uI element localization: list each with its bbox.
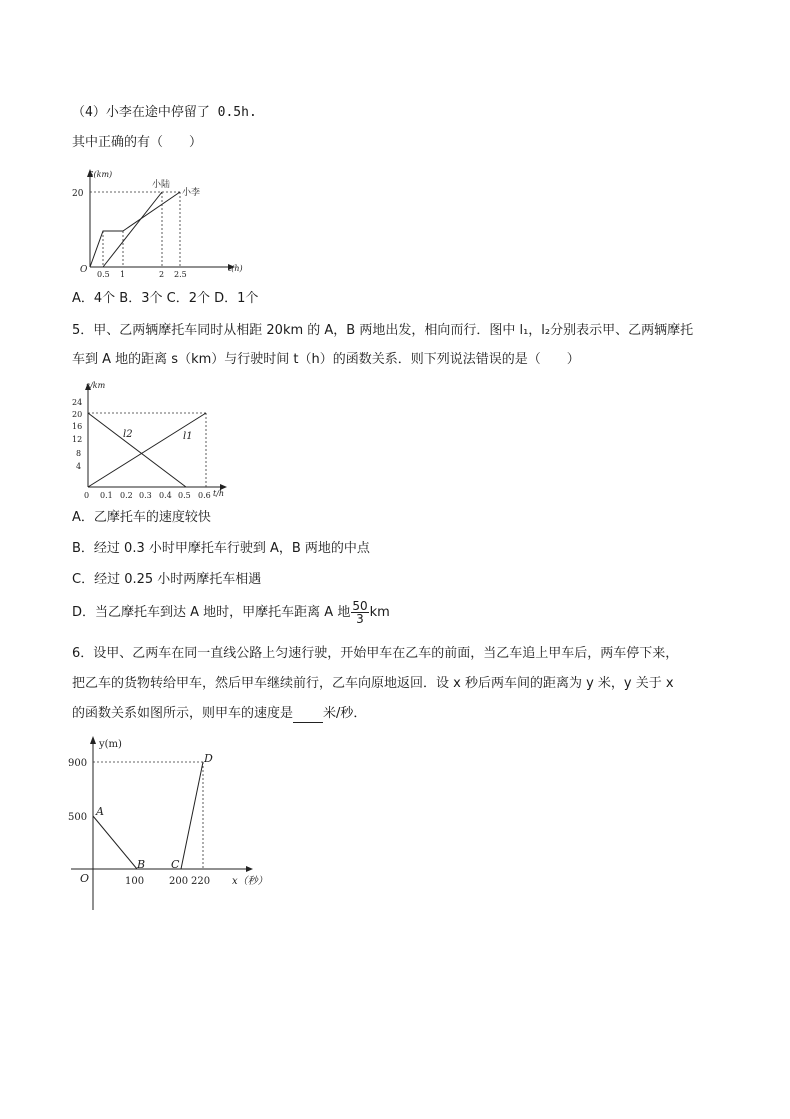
q6-x-tick-200: 200 (169, 876, 189, 887)
q5-label-l1: l1 (183, 431, 193, 442)
q4-options: A．4个 B．3个 C．2个 D．1个 (72, 291, 259, 306)
q5-y-axis-label: s/km (86, 381, 106, 390)
q6-x-tick-220: 220 (191, 876, 211, 887)
q5-y-tick-16: 16 (72, 422, 83, 431)
q5-stem-line1: 5．甲、乙两辆摩托车同时从相距 20km 的 A，B 两地出发，相向而行．图中 l₁，l₂分别表示甲、乙两辆摩托 (72, 323, 694, 338)
q5-x-tick-06: 0.6 (198, 491, 211, 500)
q4-line-xiaoli (90, 192, 180, 267)
q5-origin: 0 (84, 491, 90, 500)
q4-x-tick-2: 2 (159, 270, 165, 279)
q5-option-d-numerator: 50 (352, 599, 368, 613)
q5-label-l2: l2 (123, 429, 133, 440)
q6-y-axis-arrow (90, 736, 96, 744)
q6-y-tick-900: 900 (68, 758, 88, 769)
q4-y-tick-20: 20 (72, 189, 84, 199)
q5-option-c: C．经过 0.25 小时两摩托车相遇 (72, 572, 262, 587)
q6-segment-ab (93, 816, 137, 869)
q6-answer-blank (293, 710, 323, 723)
q5-y-tick-12: 12 (72, 435, 83, 444)
q4-graph (72, 165, 258, 280)
q4-x-tick-25: 2.5 (174, 270, 187, 279)
q5-option-d-text: D．当乙摩托车到达 A 地时，甲摩托车距离 A 地 (72, 605, 351, 620)
q6-y-axis-label: y(m) (99, 739, 122, 750)
q6-point-b: B (137, 858, 146, 871)
q6-point-d: D (204, 752, 213, 765)
q4-x-tick-05: 0.5 (97, 270, 110, 279)
q5-option-d-fraction (351, 600, 368, 625)
q6-stem-line1: 6．设甲、乙两车在同一直线公路上匀速行驶，开始甲车在乙车的前面，当乙车追上甲车后，两车停下来， (72, 646, 679, 661)
q6-y-tick-500: 500 (68, 812, 88, 823)
q6-x-axis-arrow (246, 866, 253, 872)
q6-graph (66, 732, 276, 912)
q5-x-tick-03: 0.3 (139, 491, 152, 500)
q6-segment-cd (181, 762, 203, 869)
q5-option-a: A．乙摩托车的速度较快 (72, 510, 211, 525)
q4-ask: 其中正确的有（ ） (72, 135, 203, 150)
q5-x-tick-04: 0.4 (159, 491, 172, 500)
q4-label-xiaoli: 小李 (182, 188, 201, 198)
q4-origin: O (80, 265, 88, 275)
q4-line-xiaolu (103, 192, 162, 267)
q4-x-axis-label: t(h) (228, 264, 243, 273)
q5-line-l1 (88, 413, 206, 487)
q5-x-tick-01: 0.1 (100, 491, 113, 500)
q5-y-tick-8: 8 (76, 449, 82, 458)
q6-x-axis-label: x（秒） (232, 876, 268, 887)
q5-option-d-denominator: 3 (356, 612, 364, 626)
q6-stem-line3-tail: 米/秒． (323, 706, 367, 721)
q6-origin: O (80, 872, 90, 885)
q4-y-axis-label: S(km) (88, 170, 113, 179)
q6-x-tick-100: 100 (125, 876, 145, 887)
q6-point-c: C (171, 858, 180, 871)
q5-y-tick-20: 20 (72, 410, 83, 419)
q4-label-xiaolu: 小陆 (152, 180, 171, 190)
q6-stem-line3-text: 的函数关系如图所示，则甲车的速度是 (72, 706, 294, 721)
q5-y-tick-4: 4 (76, 462, 82, 471)
q5-x-tick-02: 0.2 (120, 491, 133, 500)
q5-option-d (72, 600, 390, 625)
q5-y-tick-24: 24 (72, 398, 83, 407)
q5-x-tick-05: 0.5 (178, 491, 191, 500)
q5-option-d-unit: km (369, 605, 390, 620)
q6-stem-line3 (72, 705, 366, 723)
q6-stem-line2: 把乙车的货物转给甲车，然后甲车继续前行，乙车向原地返回．设 x 秒后两车间的距离为 y 米，y 关于 x (72, 676, 674, 691)
q5-line-l2 (88, 413, 186, 487)
q5-stem-line2: 车到 A 地的距离 s（km）与行驶时间 t（h）的函数关系．则下列说法错误的是（ ） (72, 352, 580, 367)
q4-statement-4: （4）小李在途中停留了 0.5h. (72, 105, 257, 120)
q4-x-tick-1: 1 (120, 270, 126, 279)
q5-graph (70, 380, 240, 505)
q6-point-a: A (96, 805, 104, 818)
q5-x-axis-label: t/h (213, 489, 225, 498)
q5-option-b: B．经过 0.3 小时甲摩托车行驶到 A，B 两地的中点 (72, 541, 370, 556)
